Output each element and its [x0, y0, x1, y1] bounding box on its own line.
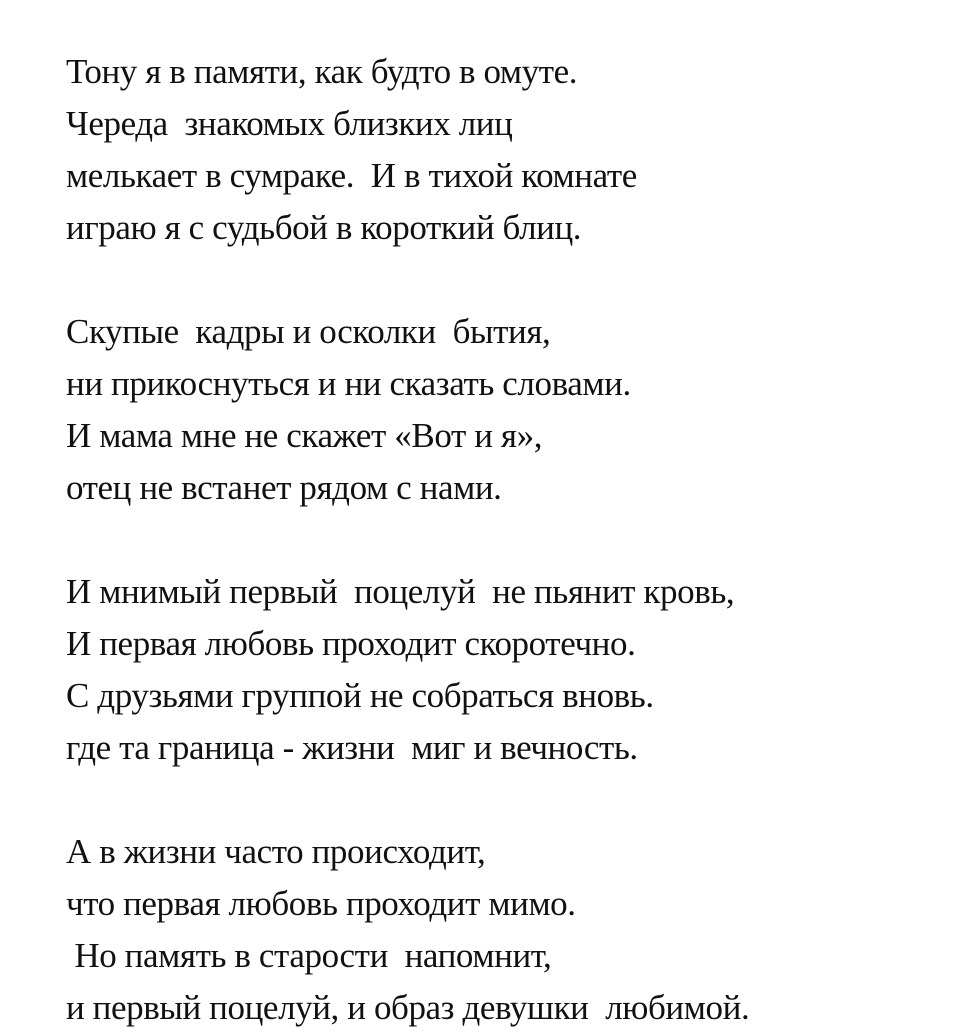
poem-line: И первая любовь проходит скоротечно.	[66, 624, 636, 663]
poem-line: Скупые кадры и осколки бытия,	[66, 312, 551, 351]
poem-line: где та граница - жизни миг и вечность.	[66, 728, 638, 767]
poem-line: Но память в старости напомнит,	[66, 936, 552, 975]
poem-line: И мнимый первый поцелуй не пьянит кровь,	[66, 572, 735, 611]
poem-line: играю я с судьбой в короткий блиц.	[66, 208, 582, 247]
stanza-2	[66, 306, 946, 514]
poem-line: И мама мне не скажет «Вот и я»,	[66, 416, 543, 455]
poem-line: Тону я в памяти, как будто в омуте.	[66, 52, 578, 91]
poem-line: А в жизни часто происходит,	[66, 832, 486, 871]
stanza-1	[66, 46, 946, 254]
stanza-4	[66, 826, 946, 1034]
poem-line: что первая любовь проходит мимо.	[66, 884, 576, 923]
poem-line: и первый поцелуй, и образ девушки любимой.	[66, 988, 750, 1027]
poem-text	[66, 46, 946, 1034]
stanza-3	[66, 566, 946, 774]
poem-line: мелькает в сумраке. И в тихой комнате	[66, 156, 637, 195]
poem-line: ни прикоснуться и ни сказать словами.	[66, 364, 631, 403]
poem-line: отец не встанет рядом с нами.	[66, 468, 502, 507]
poem-line: С друзьями группой не собраться вновь.	[66, 676, 654, 715]
poem-line: Череда знакомых близких лиц	[66, 104, 513, 143]
